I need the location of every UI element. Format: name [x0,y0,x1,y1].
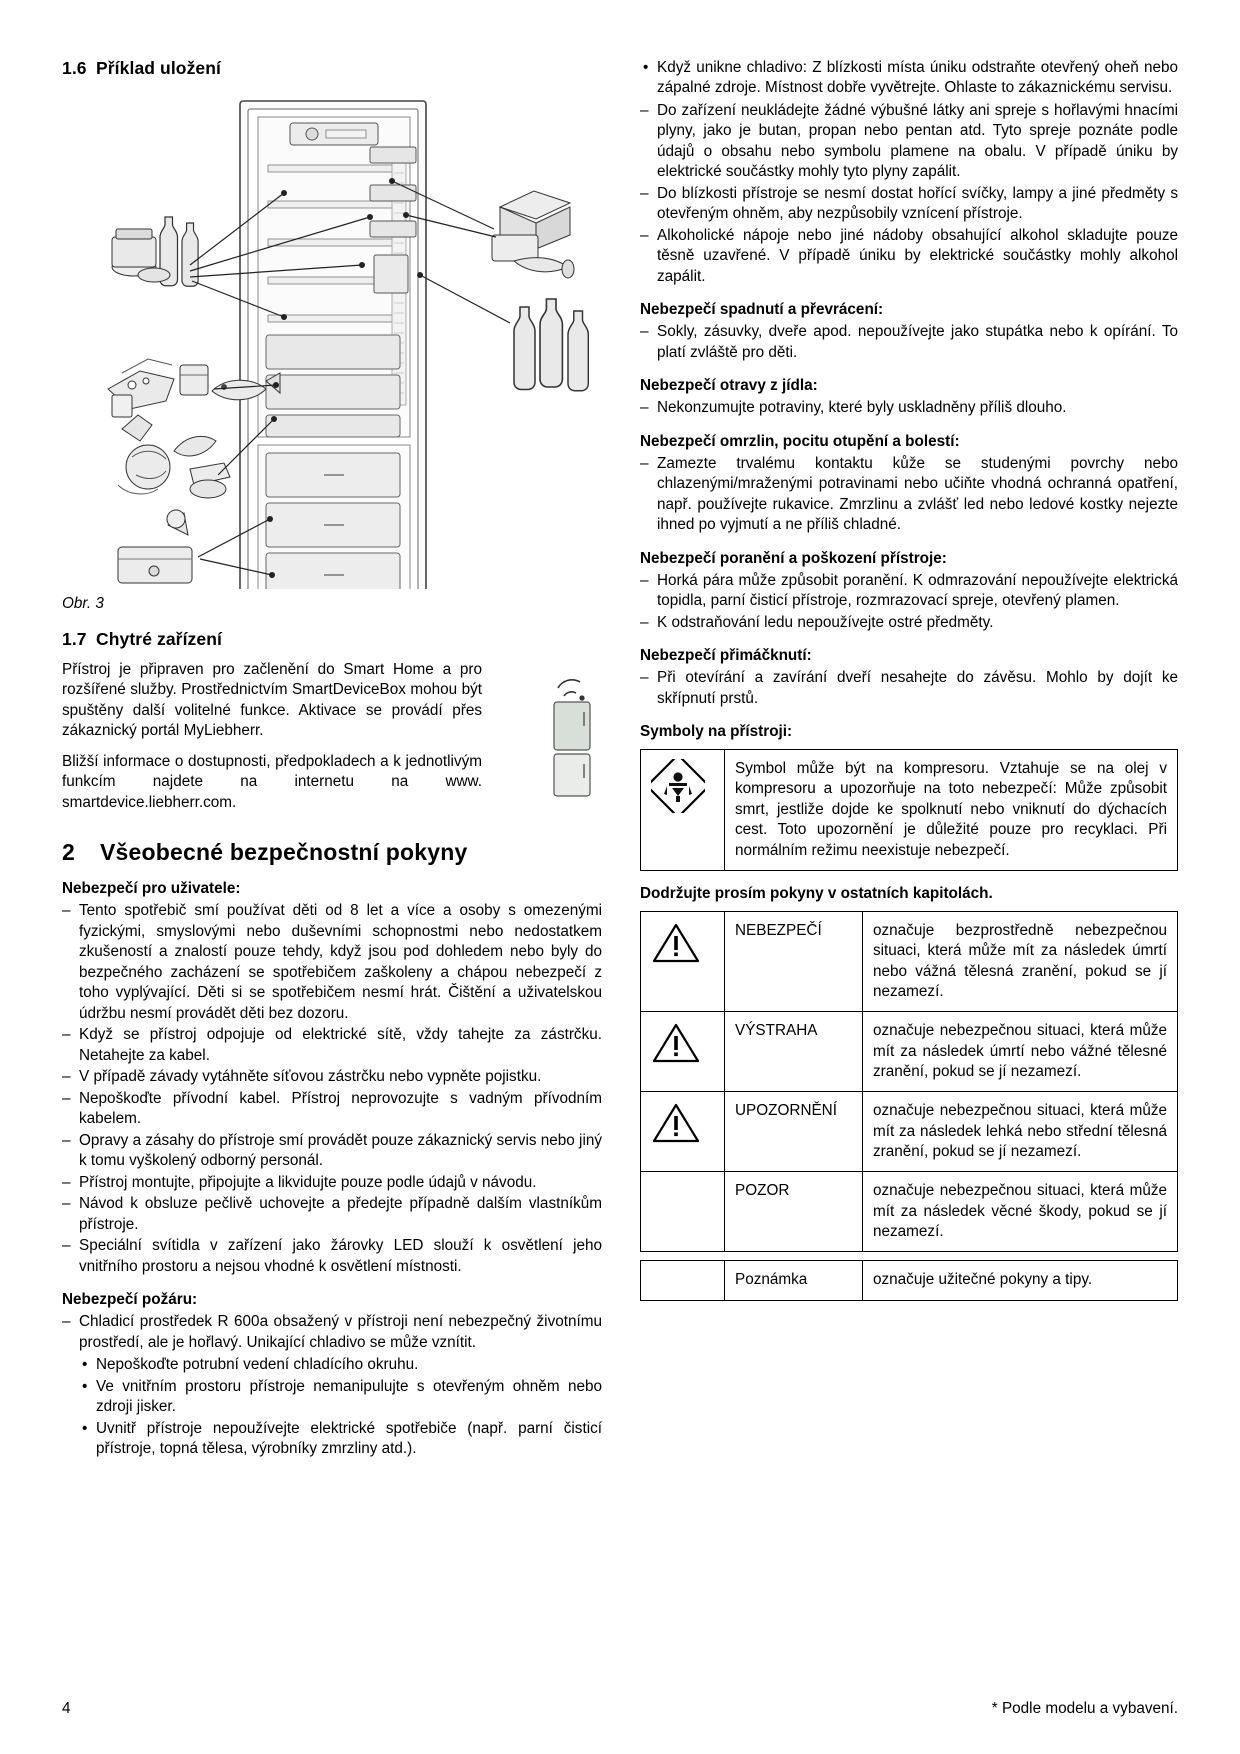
two-column-layout [62,58,1178,1648]
fire-danger-heading: Nebezpečí požáru: [62,1291,198,1309]
other-chapters-note: Dodržujte prosím pokyny v ostatních kapitolách. [640,884,993,902]
list-item: – K odstraňování ledu nepoužívejte ostré předměty. [640,613,1178,633]
food-poisoning-list [640,398,1178,418]
list-item: • Nepoškoďte potrubní vedení chladícího okruhu. [79,1355,602,1375]
table-row [641,1012,1178,1092]
pinch-heading: Nebezpečí přimáčknutí: [640,647,812,665]
footnote: * Podle modelu a vybavení. [991,1700,1178,1717]
section-1-7-title: Chytré zařízení [96,629,222,649]
frostbite-list [640,454,1178,536]
table-row [641,1092,1178,1172]
section-1-6-number: 1.6 [62,58,87,78]
list-item: – Sokly, zásuvky, dveře apod. nepoužívejte jako stupátka nebo k opírání. To platí zvláště pro děti. [640,322,1178,363]
list-item: – Do zařízení neukládejte žádné výbušné látky ani spreje s hořlavými hnacími plyny, jako je butan, propan nebo pentan atd. Tyto spreje poznáte podle údajů o obsahu nebo symbolu plamene na obalu. V případě úniku by elektrické součástky mohly tyto plyny zapálit. [640,101,1178,183]
empty-icon-cell [641,1172,725,1252]
page-footer [62,1700,1178,1718]
table-row [641,750,1178,871]
signal-term: NEBEZPEČÍ [725,911,863,1011]
user-danger-list [62,901,602,1277]
signal-term: POZOR [725,1172,863,1252]
refrigerant-leak-list [640,58,1178,99]
table-row [641,1261,1178,1300]
section-1-6-title: Příklad uložení [96,58,221,78]
right-column [640,58,1178,1648]
chapter-2-heading [62,839,602,866]
injury-list [640,571,1178,633]
fall-danger-list [640,322,1178,363]
list-item: – Horká pára může způsobit poranění. K odmrazování nepoužívejte elektrická topidla, parní čisticí přístroje, rozmrazovací spreje, otevřený plamen. [640,571,1178,612]
list-item: – V případě závady vytáhněte síťovou zástrčku nebo vypněte pojistku. [62,1067,602,1087]
list-item: – Přístroj montujte, připojujte a likvidujte pouze podle údajů v návodu. [62,1173,602,1193]
signal-description: označuje nebezpečnou situaci, která může mít za následek úmrtí nebo vážné tělesné zranění, pokud se jí nezamezí. [863,1012,1178,1092]
list-item: – Alkoholické nápoje nebo jiné nádoby obsahující alkohol skladujte pouze těsně uzavřené. V případě úniku by elektrické součástky mohly alkohol zapálit. [640,226,1178,287]
left-column [62,58,602,1648]
smart-device-text [62,660,482,813]
fire-danger-intro: Chladicí prostředek R 600a obsažený v přístroji není nebezpečný životnímu prostředí, ale je hořlavý. Unikající chladivo se může vznítit. [79,1313,602,1351]
empty-icon-cell [641,1261,725,1300]
list-item: • Když unikne chladivo: Z blízkosti místa úniku odstraňte otevřený oheň nebo zápalné zdroje. Místnost dobře vyvětrejte. Ohlaste to zákaznickému servisu. [640,58,1178,99]
chapter-2-number: 2 [62,839,75,866]
appliance-symbols-table [640,749,1178,871]
injury-heading: Nebezpečí poranění a poškození přístroje: [640,549,947,567]
fridge-storage-example-figure [62,89,602,589]
smart-paragraph-1: Přístroj je připraven pro začlenění do Smart Home a pro rozšířené služby. Prostřednictvím SmartDeviceBox mohou být spuštěny další volitelné funkce. Aktivace se provádí přes zákaznický portál MyLiebherr. [62,661,482,740]
signal-term: VÝSTRAHA [725,1012,863,1092]
fire-danger-continued-list [640,101,1178,287]
note-term: Poznámka [725,1261,863,1300]
page-number: 4 [62,1700,71,1717]
smart-device-box-icon [540,664,602,799]
list-item: – Zamezte trvalému kontaktu kůže se studenými povrchy nebo chlazenými/mraženými potravinami nebo učiňte vhodná ochranná opatření, např. používejte rukavice. Zmrzlinu a zvlášť led nebo ledové kostky nejezte ihned po vyjmutí a ne příliš chladné. [640,454,1178,536]
warning-triangle-icon [641,1092,725,1172]
list-item: – Speciální svítidla v zařízení jako žárovky LED slouží k osvětlení jeho vnitřního prostoru a nejsou vhodné k osvětlení místnosti. [62,1236,602,1277]
signal-description: označuje nebezpečnou situaci, která může mít za následek věcné škody, pokud se jí nezamezí. [863,1172,1178,1252]
health-hazard-icon [641,750,725,871]
smart-device-block [62,660,602,813]
table-row [641,1172,1178,1252]
list-item: – Nekonzumujte potraviny, které byly uskladněny příliš dlouho. [640,398,1178,418]
fire-danger-sublist [79,1355,602,1459]
signal-description: označuje bezprostředně nebezpečnou situaci, která může mít za následek úmrtí nebo vážná tělesná zranění, pokud se jí nezamezí. [863,911,1178,1011]
list-item: – Opravy a zásahy do přístroje smí provádět pouze zákaznický servis nebo jiný k tomu vyškolený odborný personál. [62,1131,602,1172]
table-row [641,911,1178,1011]
signal-words-table [640,911,1178,1252]
frostbite-heading: Nebezpečí omrzlin, pocitu otupění a bolestí: [640,432,960,450]
signal-term: UPOZORNĚNÍ [725,1092,863,1172]
section-1-6-heading [62,58,602,79]
list-item: – Při otevírání a zavírání dveří nesahejte do závěsu. Mohlo by dojít ke skřípnutí prstů. [640,668,1178,709]
food-poisoning-heading: Nebezpečí otravy z jídla: [640,377,818,395]
section-1-7-number: 1.7 [62,629,87,649]
signal-description: označuje nebezpečnou situaci, která může mít za následek lehká nebo střední tělesná zranění, pokud se jí nezamezí. [863,1092,1178,1172]
chapter-2-title: Všeobecné bezpečnostní pokyny [100,839,468,866]
fall-danger-heading: Nebezpečí spadnutí a převrácení: [640,301,884,319]
smart-paragraph-2: Bližší informace o dostupnosti, předpokladech a k jednotlivým funkcím najdete na internetu na www. smartdevice.liebherr.com. [62,752,482,811]
symbol-description: Symbol může být na kompresoru. Vztahuje se na olej v kompresoru a upozorňuje na toto nebezpečí: Může způsobit smrt, jestliže dojde ke spolknutí nebo vniknutí do dýchacích cest. Toto upozornění je důležité pouze pro recyklaci. Při normálním režimu neexistuje nebezpečí. [725,750,1178,871]
figure-caption: Obr. 3 [62,595,104,612]
section-1-7-heading [62,629,602,650]
list-item: – Nepoškoďte přívodní kabel. Přístroj neprovozujte s vadným přívodním kabelem. [62,1089,602,1130]
warning-triangle-icon [641,1012,725,1092]
list-item: – Když se přístroj odpojuje od elektrické sítě, vždy tahejte za zástrčku. Netahejte za kabel. [62,1025,602,1066]
warning-triangle-icon [641,911,725,1011]
note-table [640,1260,1178,1300]
list-item: – Tento spotřebič smí používat děti od 8 let a více a osoby s omezenými fyzickými, smyslovými nebo duševními schopnostmi nebo nedostatkem zkušeností a znalostí pouze tehdy, když jsou pod dohledem nebo byly do bezpečného zacházení se spotřebičem zaškoleny a chápou nebezpečí z toho vyplývající. Děti si se spotřebičem nesmí hrát. Čištění a uživatelskou údržbu nesmí provádět děti bez dozoru. [62,901,602,1024]
list-item: • Ve vnitřním prostoru přístroje nemanipulujte s otevřeným ohněm nebo zdroji jisker. [79,1377,602,1418]
list-item: – Do blízkosti přístroje se nesmí dostat hořící svíčky, lampy a jiné předměty s otevřeným ohněm, aby nezpůsobily vznícení přístroje. [640,184,1178,225]
list-item [62,1312,602,1459]
pinch-list [640,668,1178,709]
user-danger-heading: Nebezpečí pro uživatele: [62,880,241,898]
symbols-heading: Symboly na přístroji: [640,723,793,741]
list-item: • Uvnitř přístroje nepoužívejte elektrické spotřebiče (např. parní čisticí přístroje, topná tělesa, výrobníky zmrzliny atd.). [79,1419,602,1460]
list-item: – Návod k obsluze pečlivě uchovejte a předejte případně dalším vlastníkům přístroje. [62,1194,602,1235]
note-description: označuje užitečné pokyny a tipy. [863,1261,1178,1300]
fire-danger-list [62,1312,602,1459]
